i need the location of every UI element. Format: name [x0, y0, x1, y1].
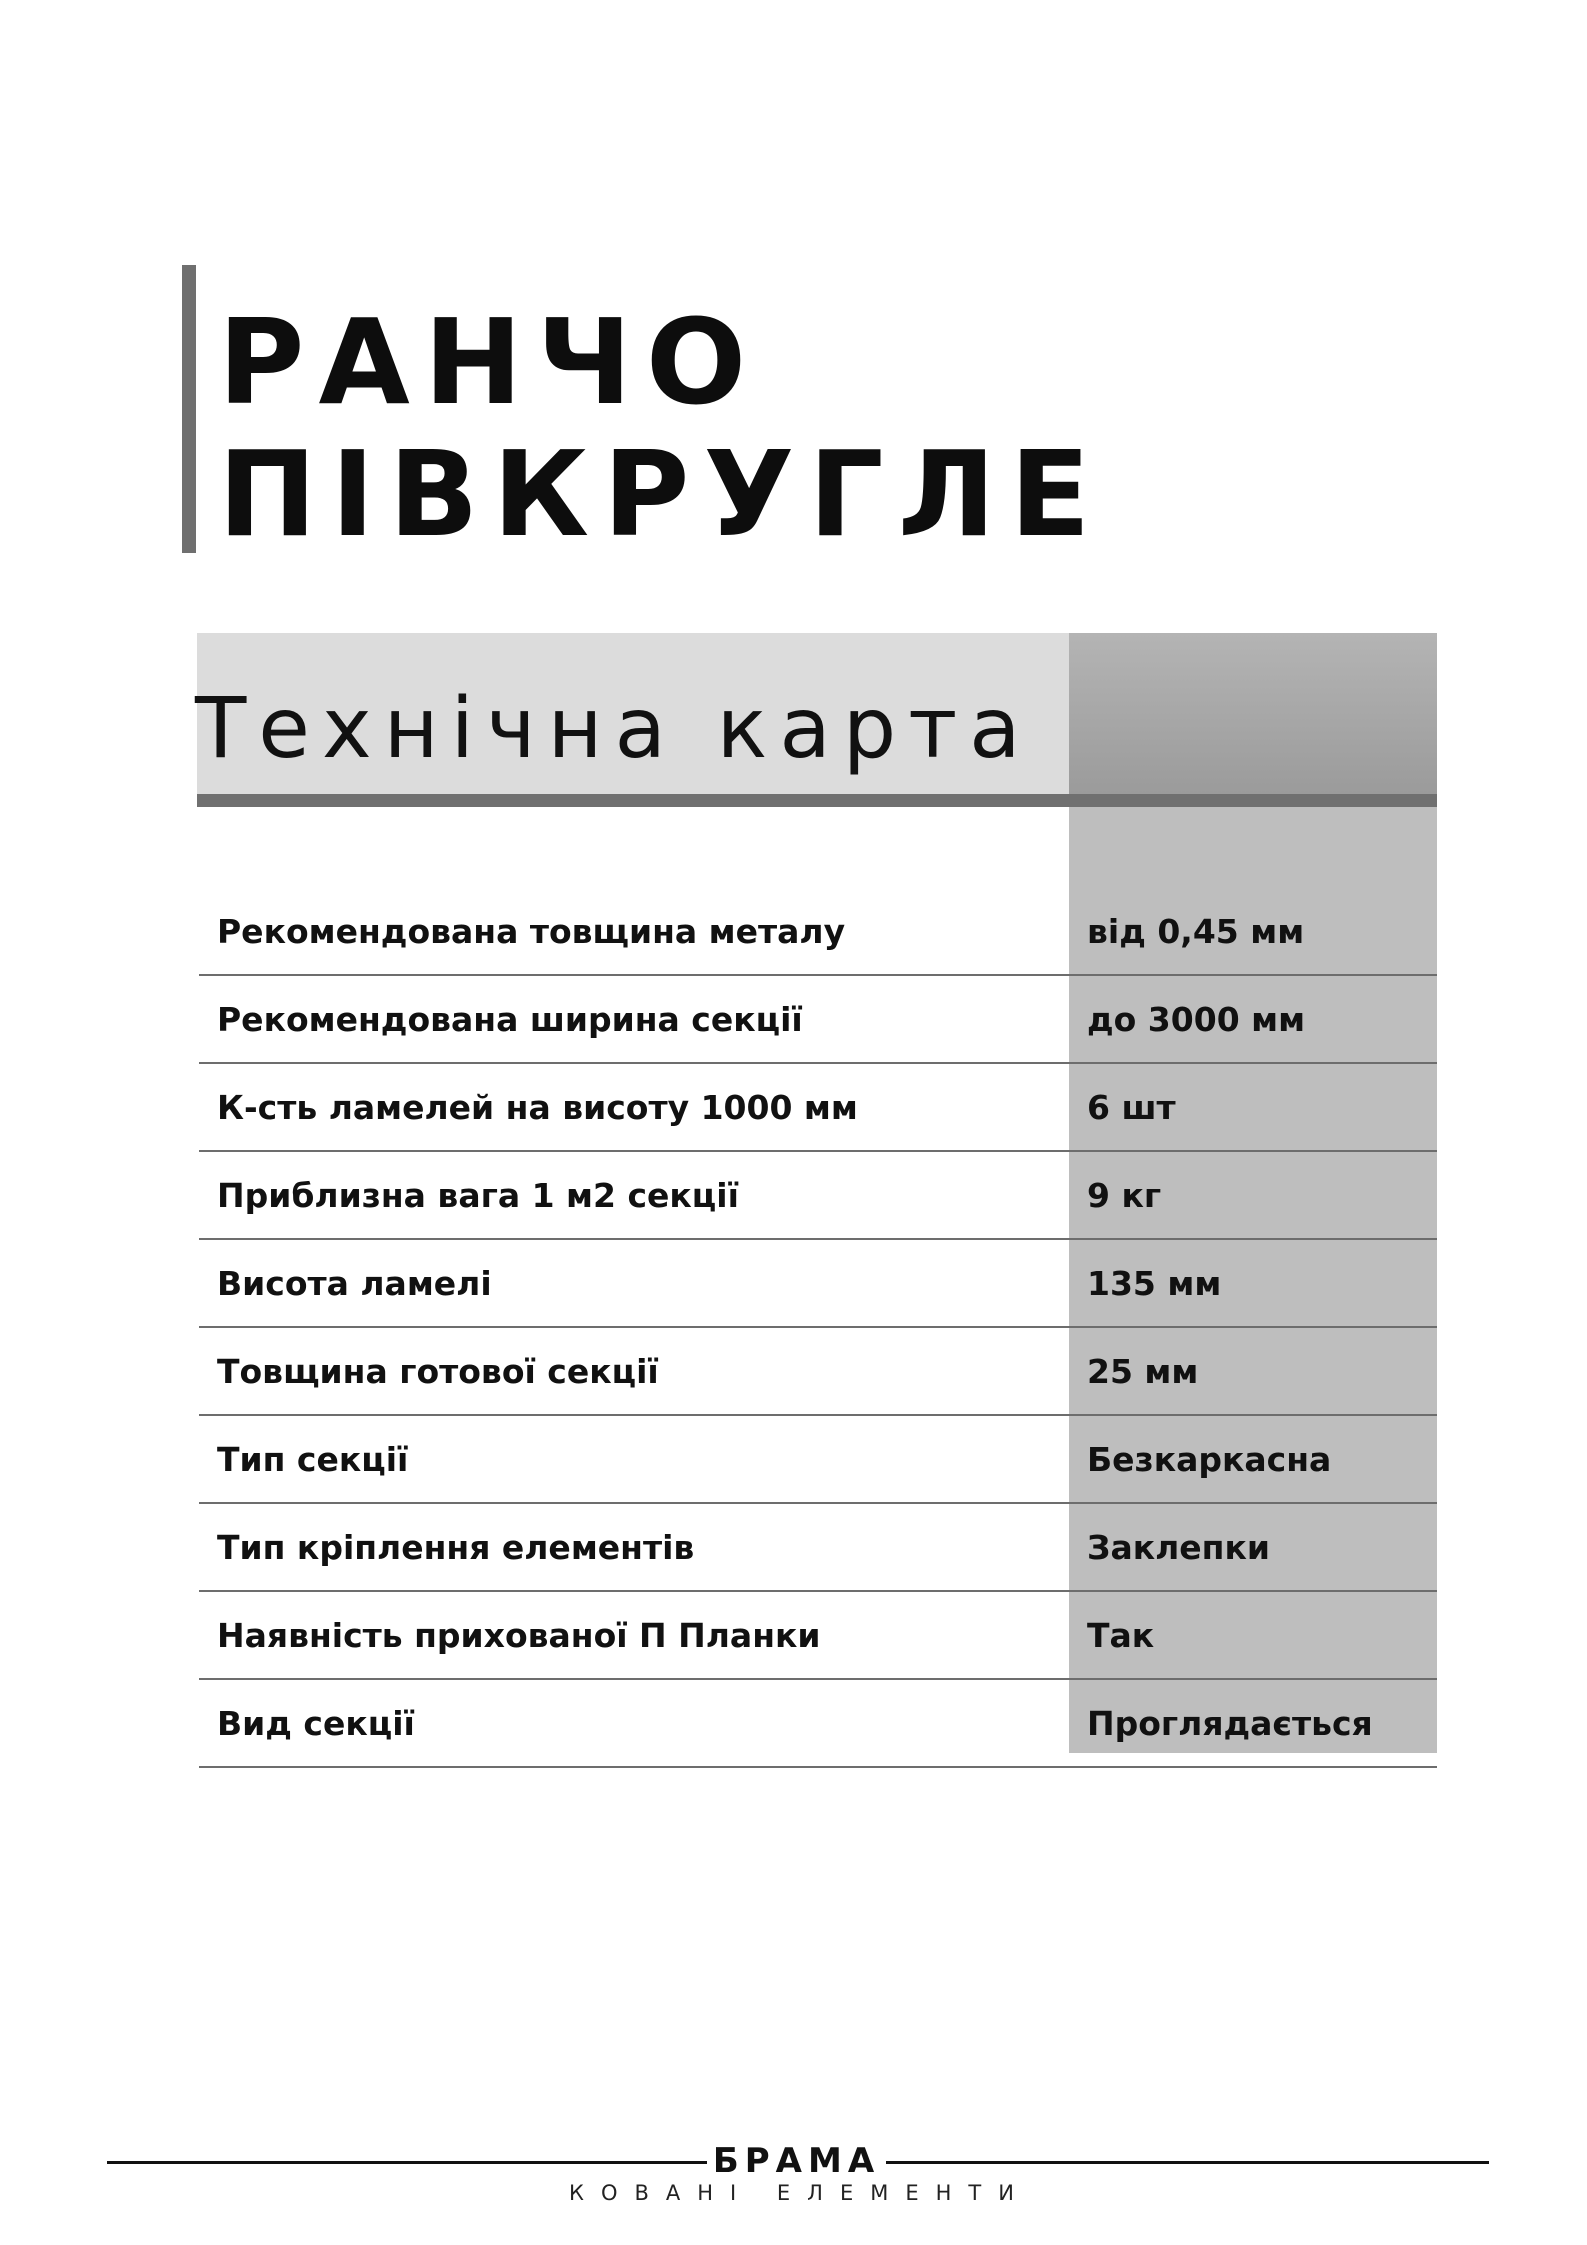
spec-value: від 0,45 мм	[1087, 911, 1305, 951]
spec-value: до 3000 мм	[1087, 999, 1306, 1039]
spec-label: Приблизна вага 1 м2 секції	[217, 1175, 739, 1215]
spec-value: 9 кг	[1087, 1175, 1162, 1215]
page-title-line-2: ПІВКРУГЛЕ	[218, 425, 1105, 563]
spec-value: 135 мм	[1087, 1263, 1222, 1303]
spec-label: Висота ламелі	[217, 1263, 492, 1303]
section-header-accent-block	[1069, 633, 1437, 794]
table-row	[199, 976, 1437, 1064]
table-row	[199, 1592, 1437, 1680]
brand-logo-wordmark: БРАМА	[712, 2141, 881, 2181]
spec-value: Так	[1087, 1615, 1155, 1655]
page-title	[218, 293, 1105, 563]
table-row	[199, 1504, 1437, 1592]
section-header-title: Технічна карта	[195, 679, 1033, 777]
spec-label: Вид секції	[217, 1703, 415, 1743]
spec-label: К-сть ламелей на висоту 1000 мм	[217, 1087, 858, 1127]
table-row	[199, 1416, 1437, 1504]
footer-divider-left	[107, 2161, 707, 2164]
spec-value: 25 мм	[1087, 1351, 1199, 1391]
spec-label: Наявність прихованої П Планки	[217, 1615, 821, 1655]
page-title-line-1: РАНЧО	[218, 293, 761, 431]
table-row	[199, 1240, 1437, 1328]
table-row	[199, 1152, 1437, 1240]
spec-value: Безкаркасна	[1087, 1439, 1332, 1479]
table-row	[199, 888, 1437, 976]
spec-label: Тип кріплення елементів	[217, 1527, 695, 1567]
spec-value: Заклепки	[1087, 1527, 1270, 1567]
spec-label: Тип секції	[217, 1439, 409, 1479]
spec-table	[199, 888, 1437, 1768]
spec-label: Рекомендована ширина секції	[217, 999, 803, 1039]
spec-value: Проглядається	[1087, 1703, 1373, 1743]
title-accent-bar	[182, 265, 196, 553]
brand-tagline: КОВАНІ ЕЛЕМЕНТИ	[569, 2181, 1031, 2205]
spec-label: Товщина готової секції	[217, 1351, 659, 1391]
footer-divider-right	[886, 2161, 1489, 2164]
spec-label: Рекомендована товщина металу	[217, 911, 846, 951]
table-row	[199, 1328, 1437, 1416]
section-header-underline	[197, 794, 1437, 807]
table-row	[199, 1064, 1437, 1152]
table-row	[199, 1680, 1437, 1768]
spec-value: 6 шт	[1087, 1087, 1176, 1127]
